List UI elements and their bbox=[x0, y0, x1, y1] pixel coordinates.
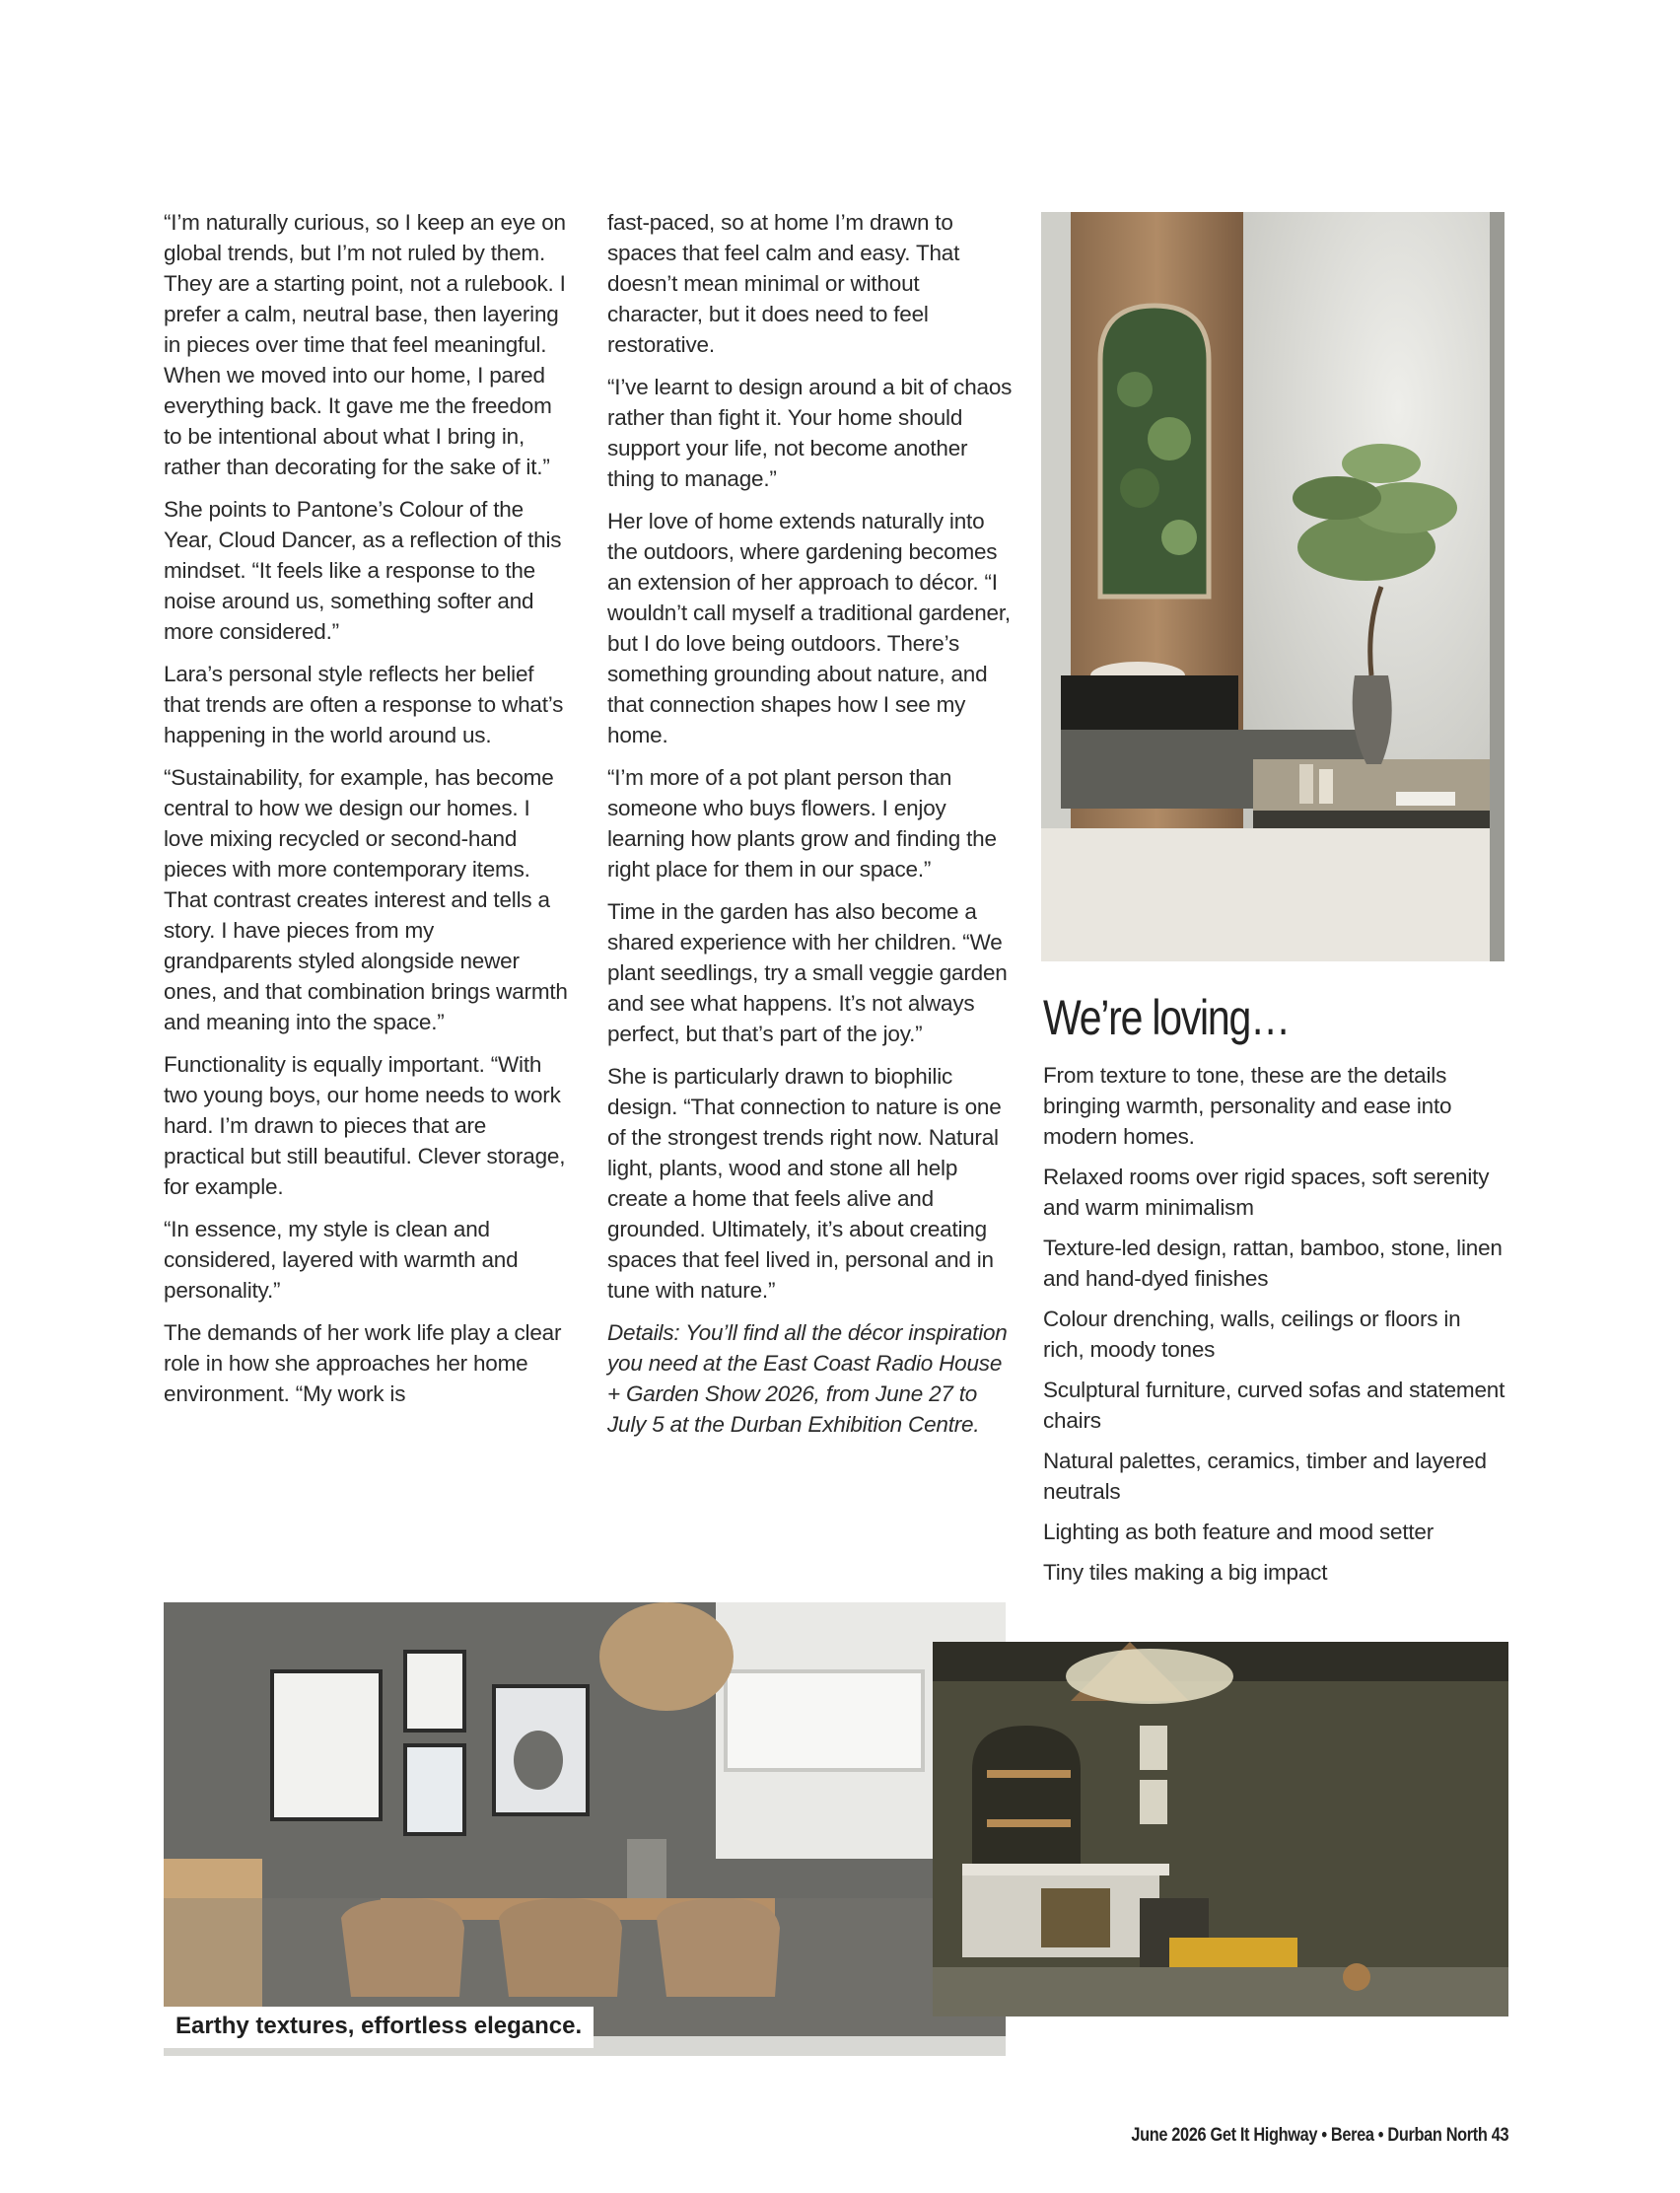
page-footer bbox=[1025, 2125, 1508, 2147]
kitchen-illustration bbox=[933, 1642, 1508, 2016]
list-item: Sculptural furniture, curved sofas and statement chairs bbox=[1043, 1378, 1505, 1433]
list-item: Natural palettes, ceramics, timber and layered neutrals bbox=[1043, 1449, 1487, 1504]
paragraph: “I’m naturally curious, so I keep an eye on global trends, but I’m not ruled by them. They are a starting point, not a rulebook. I prefer a calm, neutral base, then layering in pieces over time that feel meaningful. When we moved into our home, I pared everything back. It gave me the freedom to be intentional about what I bring in, rather than decorating for the sake of it.” bbox=[164, 210, 566, 479]
list-item: Tiny tiles making a big impact bbox=[1043, 1560, 1328, 1585]
footer-text: June 2026 Get It Highway • Berea • Durban North 43 bbox=[1131, 2125, 1508, 2146]
dining-room-illustration bbox=[164, 1602, 1006, 2056]
paragraph: The demands of her work life play a clear role in how she approaches her home environment. “My work is bbox=[164, 1320, 562, 1406]
section-intro: From texture to tone, these are the details bringing warmth, personality and ease into modern homes. bbox=[1043, 1063, 1452, 1149]
article-column-1 bbox=[164, 207, 568, 1421]
paragraph: “I’ve learnt to design around a bit of chaos rather than fight it. Your home should support your life, not become another thing to manage.” bbox=[607, 375, 1013, 491]
were-loving-section bbox=[1043, 991, 1506, 1597]
paragraph: Functionality is equally important. “With two young boys, our home needs to work hard. I’m drawn to pieces that are practical but still beautiful. Clever storage, for example. bbox=[164, 1052, 566, 1199]
section-title: We’re loving… bbox=[1043, 990, 1290, 1045]
list-item: Relaxed rooms over rigid spaces, soft serenity and warm minimalism bbox=[1043, 1165, 1490, 1220]
bathroom-photo bbox=[1041, 212, 1505, 961]
list-item: Colour drenching, walls, ceilings or floors in rich, moody tones bbox=[1043, 1307, 1461, 1362]
paragraph: She is particularly drawn to biophilic design. “That connection to nature is one of the strongest trends right now. Natural light, plants, wood and stone all help create a home that feels alive and grounded. Ultimately, it’s about creating spaces that feel lived in, personal and in tune with nature.” bbox=[607, 1064, 1002, 1303]
paragraph: Time in the garden has also become a shared experience with her children. “We plant seedlings, try a small veggie garden and see what happens. It’s not always perfect, but that’s part of the joy.” bbox=[607, 899, 1008, 1046]
paragraph: “Sustainability, for example, has become central to how we design our homes. I love mixing recycled or second-hand pieces with more contemporary items. That contrast creates interest and tells a story. I have pieces from my grandparents styled alongside newer ones, and that combination brings warmth and meaning into the space.” bbox=[164, 765, 568, 1034]
paragraph: “In essence, my style is clean and considered, layered with warmth and personality.” bbox=[164, 1217, 519, 1303]
photo-caption: Earthy textures, effortless elegance. bbox=[164, 2007, 594, 2048]
paragraph: Lara’s personal style reflects her belief that trends are often a response to what’s happening in the world around us. bbox=[164, 662, 564, 747]
paragraph: She points to Pantone’s Colour of the Year, Cloud Dancer, as a reflection of this mindset. “It feels like a response to the noise around us, something softer and more considered.” bbox=[164, 497, 562, 644]
list-item: Texture-led design, rattan, bamboo, stone, linen and hand-dyed finishes bbox=[1043, 1236, 1503, 1291]
article-column-2 bbox=[607, 207, 1014, 1451]
bathroom-illustration bbox=[1041, 212, 1505, 961]
paragraph: “I’m more of a pot plant person than someone who buys flowers. I enjoy learning how plants grow and finding the right place for them in our space.” bbox=[607, 765, 997, 882]
event-details: Details: You’ll find all the décor inspiration you need at the East Coast Radio House + Garden Show 2026, from June 27 to July 5 at the Durban Exhibition Centre. bbox=[607, 1320, 1008, 1437]
list-item: Lighting as both feature and mood setter bbox=[1043, 1520, 1435, 1544]
paragraph: Her love of home extends naturally into the outdoors, where gardening becomes an extension of her approach to décor. “I wouldn’t call myself a traditional gardener, but I do love being outdoors. There’s something grounding about nature, and that connection shapes how I see my home. bbox=[607, 509, 1011, 747]
kitchen-bar-photo bbox=[933, 1642, 1508, 2016]
paragraph: fast-paced, so at home I’m drawn to spaces that feel calm and easy. That doesn’t mean minimal or without character, but it does need to feel restorative. bbox=[607, 210, 960, 357]
dining-room-photo bbox=[164, 1602, 1006, 2056]
